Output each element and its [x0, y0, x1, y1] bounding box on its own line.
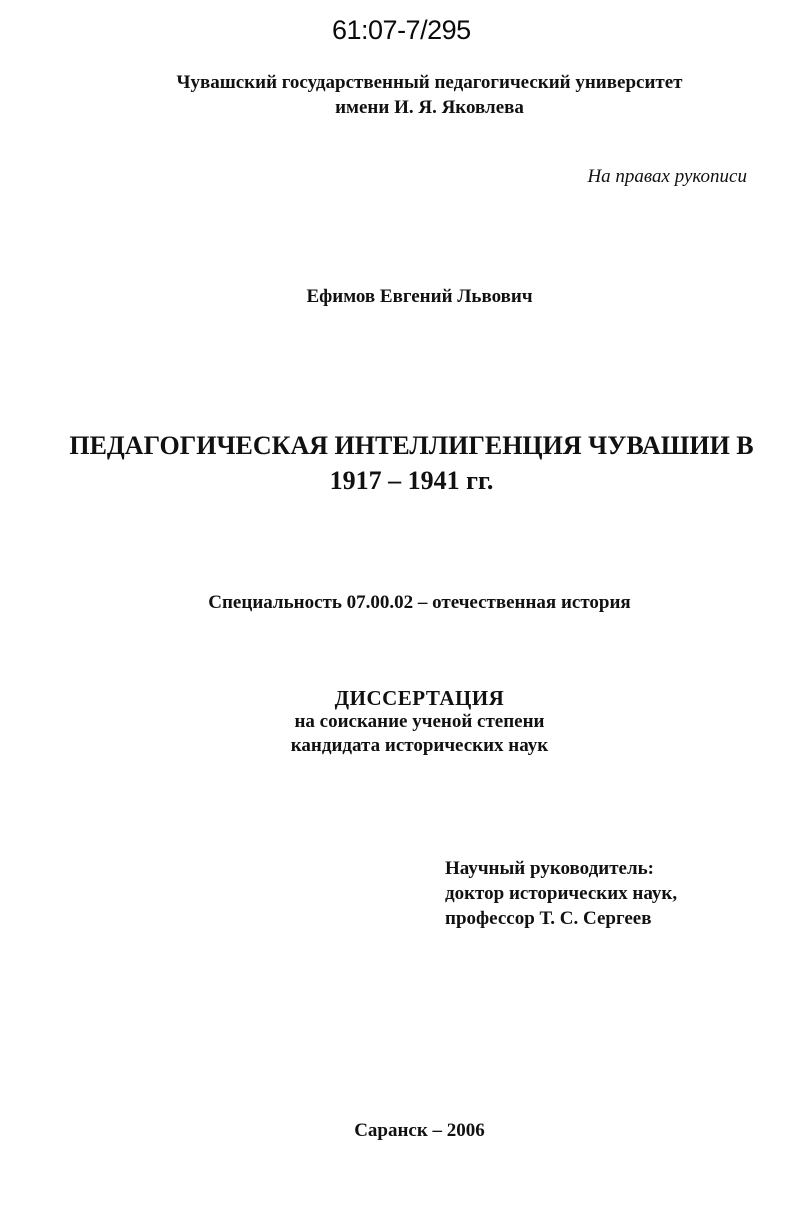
dissertation-line-1: на соискание ученой степени	[294, 711, 545, 732]
university-name	[0, 70, 799, 120]
advisor-line-2: доктор исторических наук,	[445, 883, 678, 904]
city-year: Саранск – 2006	[354, 1120, 485, 1141]
dissertation-line-2: кандидата исторических наук	[290, 735, 549, 756]
advisor-line-3: профессор Т. С. Сергеев	[445, 908, 652, 929]
thesis-title-line-1: ПЕДАГОГИЧЕСКАЯ ИНТЕЛЛИГЕНЦИЯ ЧУВАШИИ В	[69, 431, 754, 460]
advisor-line-1: Научный руководитель:	[445, 858, 654, 879]
author-name: Ефимов Евгений Львович	[306, 286, 533, 307]
thesis-title	[0, 428, 799, 498]
advisor-block	[445, 856, 677, 931]
university-line-1: Чувашский государственный педагогический университет	[176, 72, 683, 93]
thesis-title-line-2: 1917 – 1941 гг.	[329, 466, 494, 495]
dissertation-block	[0, 686, 799, 758]
document-code: 61:07-7/295	[332, 15, 471, 45]
specialty: Специальность 07.00.02 – отечественная история	[208, 592, 631, 613]
rights-note: На правах рукописи	[587, 166, 747, 187]
dissertation-heading: ДИССЕРТАЦИЯ	[334, 686, 505, 710]
university-line-2: имени И. Я. Яковлева	[335, 97, 524, 118]
